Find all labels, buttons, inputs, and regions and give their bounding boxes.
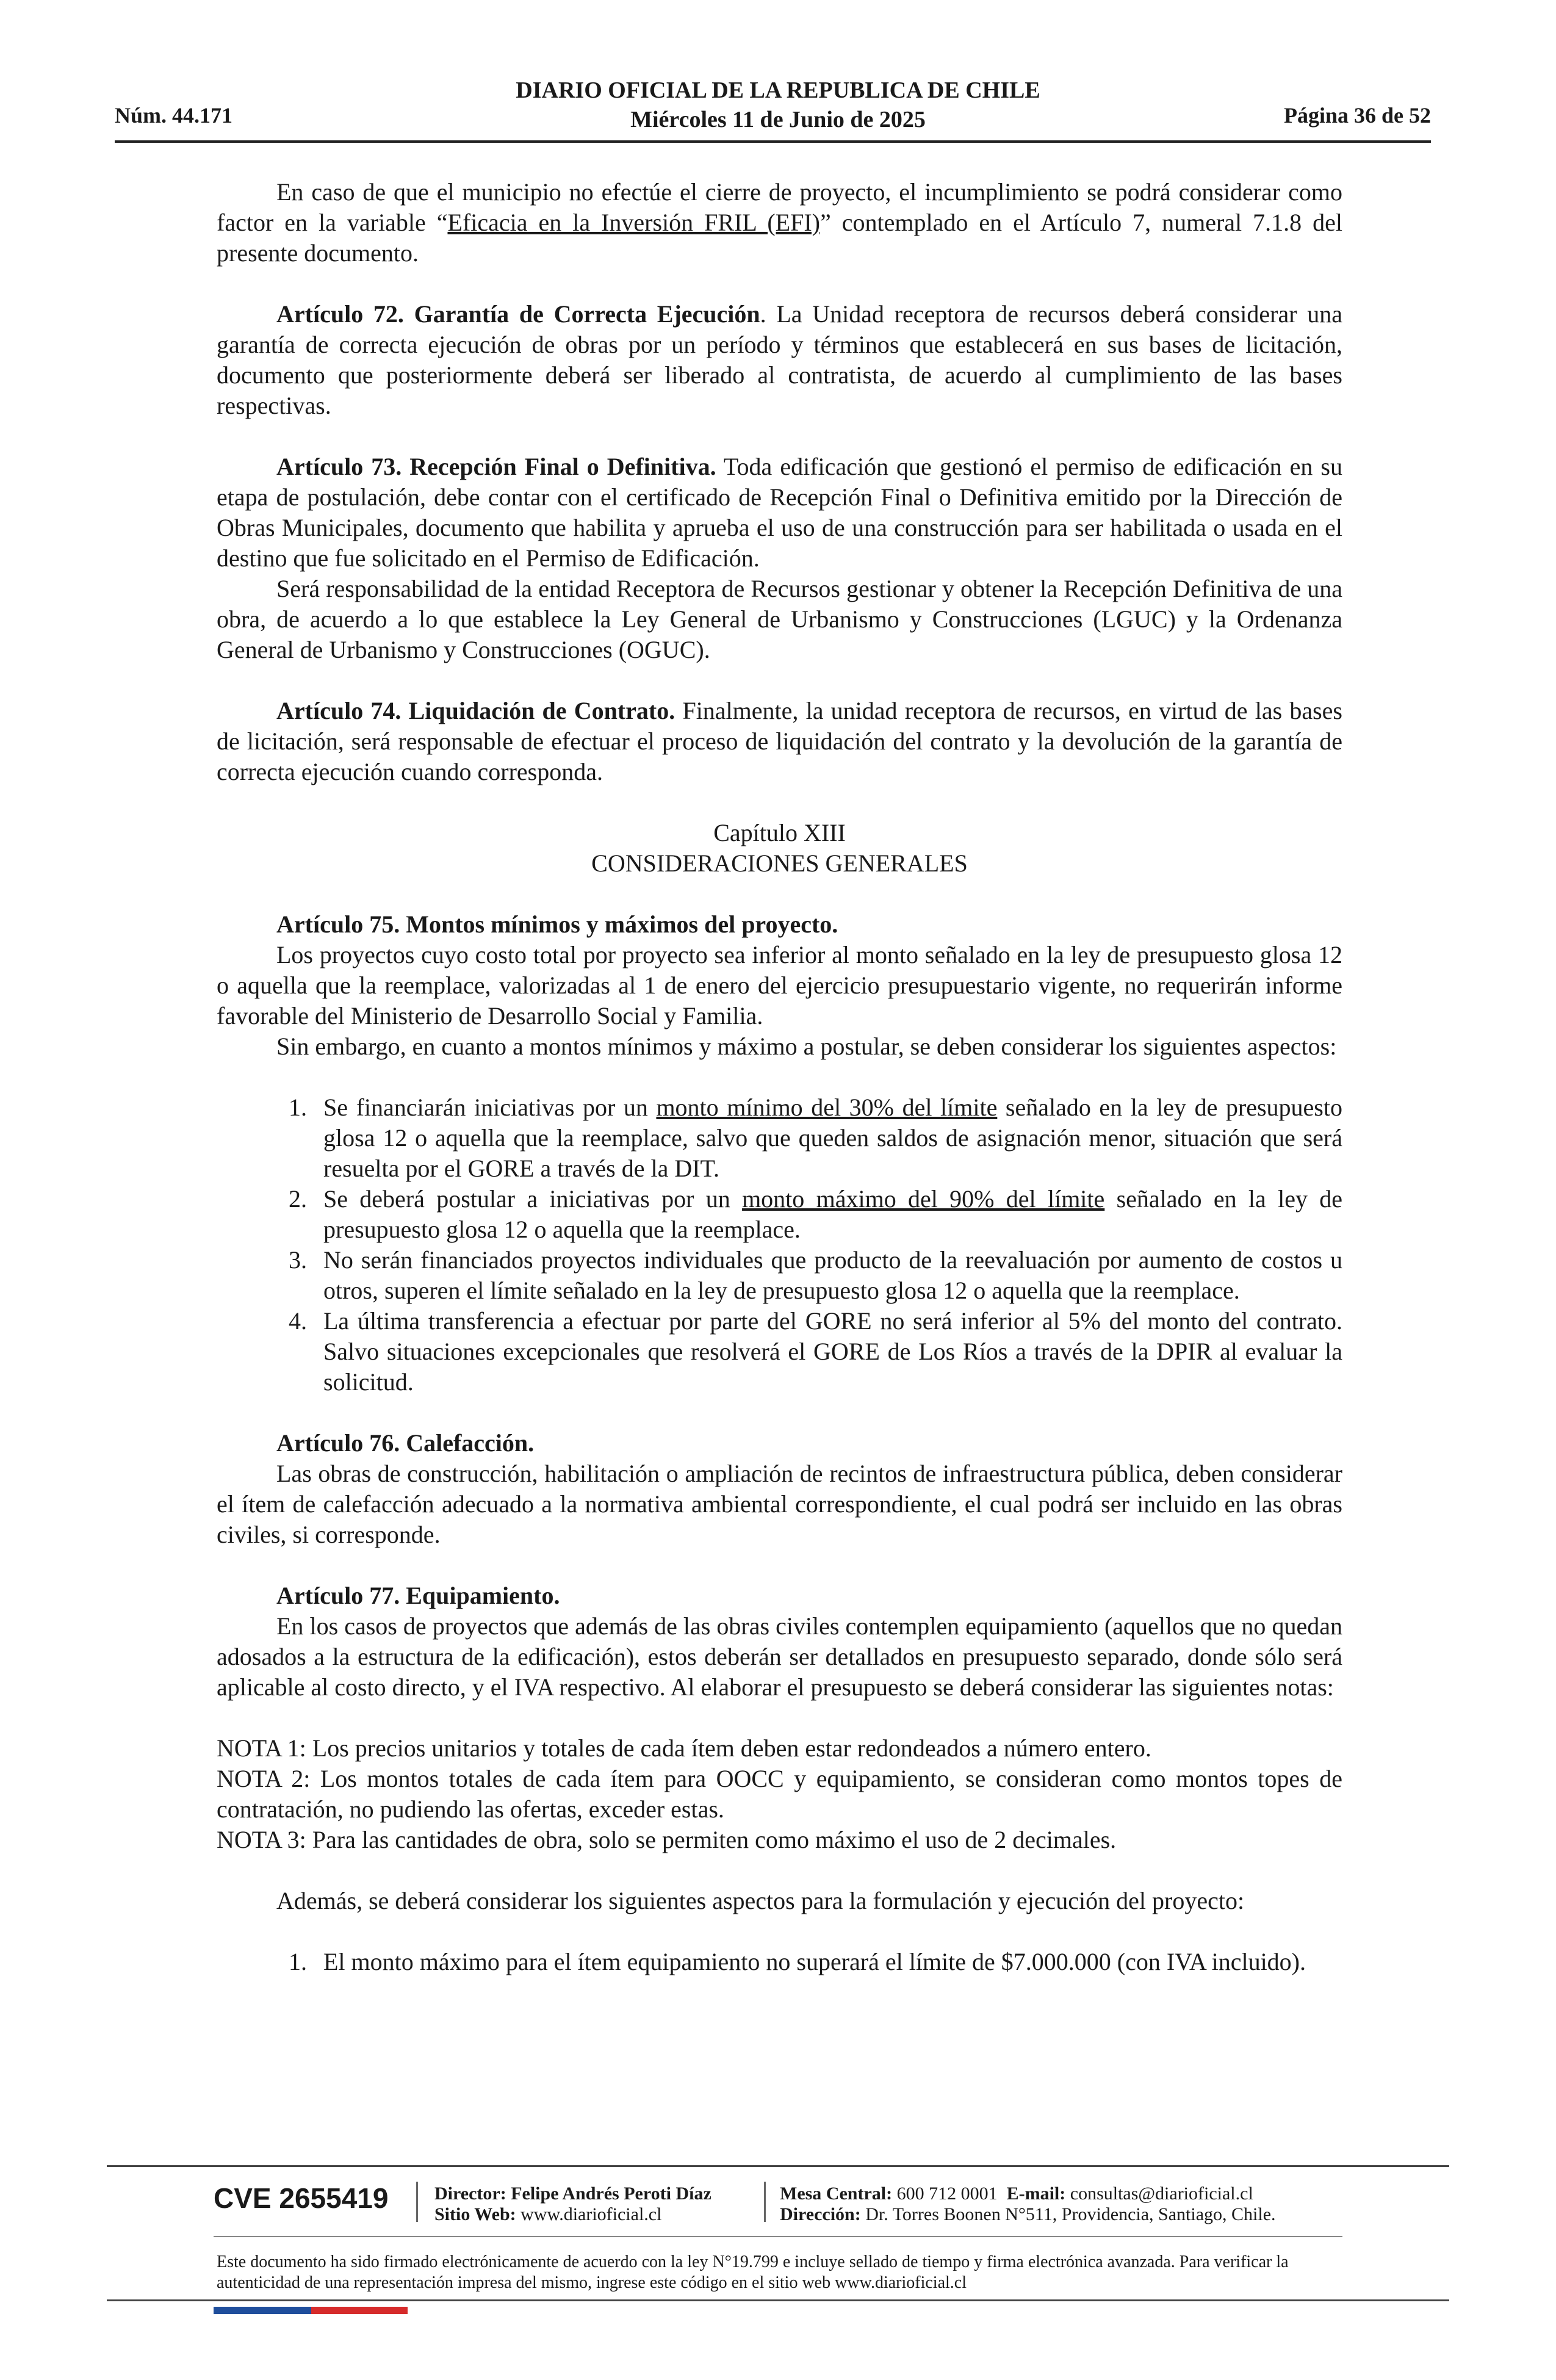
efi-reference: Eficacia en la Inversión FRIL (EFI): [447, 209, 820, 236]
contact-info: Mesa Central: 600 712 0001 E-mail: consultas@diarioficial.cl Dirección: Dr. Torres Boonen N°511, Providencia, Santiago, Chile.: [780, 2183, 1276, 2224]
newspaper-name: DIARIO OFICIAL DE LA REPUBLICA DE CHILE: [516, 78, 1040, 103]
article-77-paragraph-2: Además, se deberá considerar los siguientes aspectos para la formulación y ejecución del proyecto:: [276, 1887, 1245, 1914]
list-item: 1. Se financiarán iniciativas por un monto mínimo del 30% del límite señalado en la ley de presupuesto glosa 12 o aquella que la reemplace, salvo que queden saldos de asignación menor, situación que será resuelta por el GORE a través de la DIT.: [289, 1094, 1342, 1182]
footer-separator: [764, 2182, 766, 2222]
phone-number: 600 712 0001: [892, 2183, 998, 2204]
director-name: Felipe Andrés Peroti Díaz: [506, 2183, 711, 2204]
list-item: 4. La última transferencia a efectuar por parte del GORE no será inferior al 5% del monto del contrato. Salvo situaciones excepcionales que resolverá el GORE de Los Ríos a través de la DPIR al evaluar la solicitud.: [289, 1307, 1342, 1396]
article-75-list: [217, 1092, 1342, 1397]
footer-divider: [107, 2165, 1449, 2167]
footer-divider: [107, 2299, 1449, 2301]
article-72: Artículo 72. Garantía de Correcta Ejecución. La Unidad receptora de recursos deberá considerar una garantía de correcta ejecución de obras por un período y términos que establecerá en sus bases de licitación, documento que posteriormente deberá ser liberado al contratista, de acuerdo al cumplimiento de las bases respectivas.: [217, 300, 1342, 419]
article-75-paragraph-1: Los proyectos cuyo costo total por proyecto sea inferior al monto señalado en la ley de presupuesto glosa 12 o aquella que la reemplace, valorizadas al 1 de enero del ejercicio presupuestario vigente, no requerirán informe favorable del Ministerio de Desarrollo Social y Familia.: [217, 941, 1342, 1030]
footer-separator: [416, 2182, 418, 2222]
nota-3: NOTA 3: Para las cantidades de obra, solo se permiten como máximo el uso de 2 decimales.: [217, 1826, 1117, 1853]
article-74-title: Artículo 74. Liquidación de Contrato.: [276, 697, 675, 724]
website-link[interactable]: www.diarioficial.cl: [516, 2204, 662, 2224]
article-77-list: [217, 1947, 1342, 1977]
article-72-title: Artículo 72. Garantía de Correcta Ejecución: [276, 300, 760, 328]
chapter-number: Capítulo XIII: [713, 819, 846, 846]
footer-divider: [214, 2236, 1342, 2237]
paragraph-cierre: En caso de que el municipio no efectúe el cierre de proyecto, el incumplimiento se podrá considerar como factor en la variable “Eficacia en la Inversión FRIL (EFI)” contemplado en el Artículo 7, numeral 7.1.8 del presente documento.: [217, 178, 1342, 267]
article-75-title: Artículo 75. Montos mínimos y máximos del proyecto.: [276, 911, 838, 938]
chapter-title: CONSIDERACIONES GENERALES: [591, 849, 968, 877]
list-item: 3. No serán financiados proyectos individuales que producto de la reevaluación por aumento de costos u otros, superen el límite señalado en la ley de presupuesto glosa 12 o aquella que la reemplace.: [289, 1246, 1342, 1304]
email-link[interactable]: consultas@diarioficial.cl: [1065, 2183, 1253, 2204]
issue-date: Miércoles 11 de Junio de 2025: [630, 107, 926, 132]
article-77-text: En los casos de proyectos que además de las obras civiles contemplen equipamiento (aquellos que no quedan adosados a la estructura de la edificación), estos deberán ser detallados en presupuesto separado, donde sólo será aplicable al costo directo, y el IVA respectivo. Al elaborar el presupuesto se deberá considerar las siguientes notas:: [217, 1612, 1342, 1701]
address: Dr. Torres Boonen N°511, Providencia, Santiago, Chile.: [860, 2204, 1276, 2224]
article-73-title: Artículo 73. Recepción Final o Definitiva.: [276, 453, 716, 480]
nota-1: NOTA 1: Los precios unitarios y totales de cada ítem deben estar redondeados a número entero.: [217, 1734, 1151, 1762]
list-item: 2. Se deberá postular a iniciativas por un monto máximo del 90% del límite señalado en la ley de presupuesto glosa 12 o aquella que la reemplace.: [289, 1185, 1343, 1243]
page-number: Página 36 de 52: [1283, 103, 1431, 128]
cve-code: CVE 2655419: [214, 2182, 389, 2214]
list-item: 1. El monto máximo para el ítem equipamiento no superará el límite de $7.000.000 (con IVA incluido).: [289, 1948, 1306, 1975]
article-76-title: Artículo 76. Calefacción.: [276, 1429, 535, 1457]
article-77-title: Artículo 77. Equipamiento.: [276, 1582, 560, 1609]
article-74: Artículo 74. Liquidación de Contrato. Finalmente, la unidad receptora de recursos, en virtud de las bases de licitación, será responsable de efectuar el proceso de liquidación del contrato y la devolución de la garantía de correcta ejecución cuando corresponda.: [217, 697, 1342, 785]
flag-stripe-red: [311, 2307, 408, 2314]
article-73-paragraph-2: Será responsabilidad de la entidad Receptora de Recursos gestionar y obtener la Recepción Definitiva de una obra, de acuerdo a lo que establece la Ley General de Urbanismo y Construcciones (LGUC) y la Ordenanza General de Urbanismo y Construcciones (OGUC).: [217, 575, 1342, 663]
issue-number: Núm. 44.171: [115, 103, 233, 128]
article-76-text: Las obras de construcción, habilitación o ampliación de recintos de infraestructura pública, deben considerar el ítem de calefacción adecuado a la normativa ambiental correspondiente, el cual podrá ser incluido en las obras civiles, si corresponde.: [217, 1460, 1342, 1548]
header-divider: [115, 140, 1431, 143]
article-73: Artículo 73. Recepción Final o Definitiva. Toda edificación que gestionó el permiso de edificación en su etapa de postulación, debe contar con el certificado de Recepción Final o Definitiva emitido por la Dirección de Obras Municipales, documento que habilita y aprueba el uso de una construcción para ser habilitada o usada en el destino que fue solicitado en el Permiso de Edificación.: [217, 453, 1343, 572]
director-info: Director: Felipe Andrés Peroti Díaz Sitio Web: www.diarioficial.cl: [434, 2183, 711, 2224]
nota-2: NOTA 2: Los montos totales de cada ítem para OOCC y equipamiento, se consideran como montos topes de contratación, no pudiendo las ofertas, exceder estas.: [217, 1765, 1342, 1823]
article-75-paragraph-2: Sin embargo, en cuanto a montos mínimos y máximo a postular, se deben considerar los siguientes aspectos:: [276, 1033, 1337, 1060]
document-body: [217, 177, 1342, 1977]
flag-stripe-blue: [214, 2307, 311, 2314]
legal-notice: Este documento ha sido firmado electrónicamente de acuerdo con la ley N°19.799 e incluye sellado de tiempo y firma electrónica avanzada. Para verificar la autenticidad de una representación impresa del mismo, ingrese este código en el sitio web www.diarioficial.cl: [217, 2252, 1289, 2292]
